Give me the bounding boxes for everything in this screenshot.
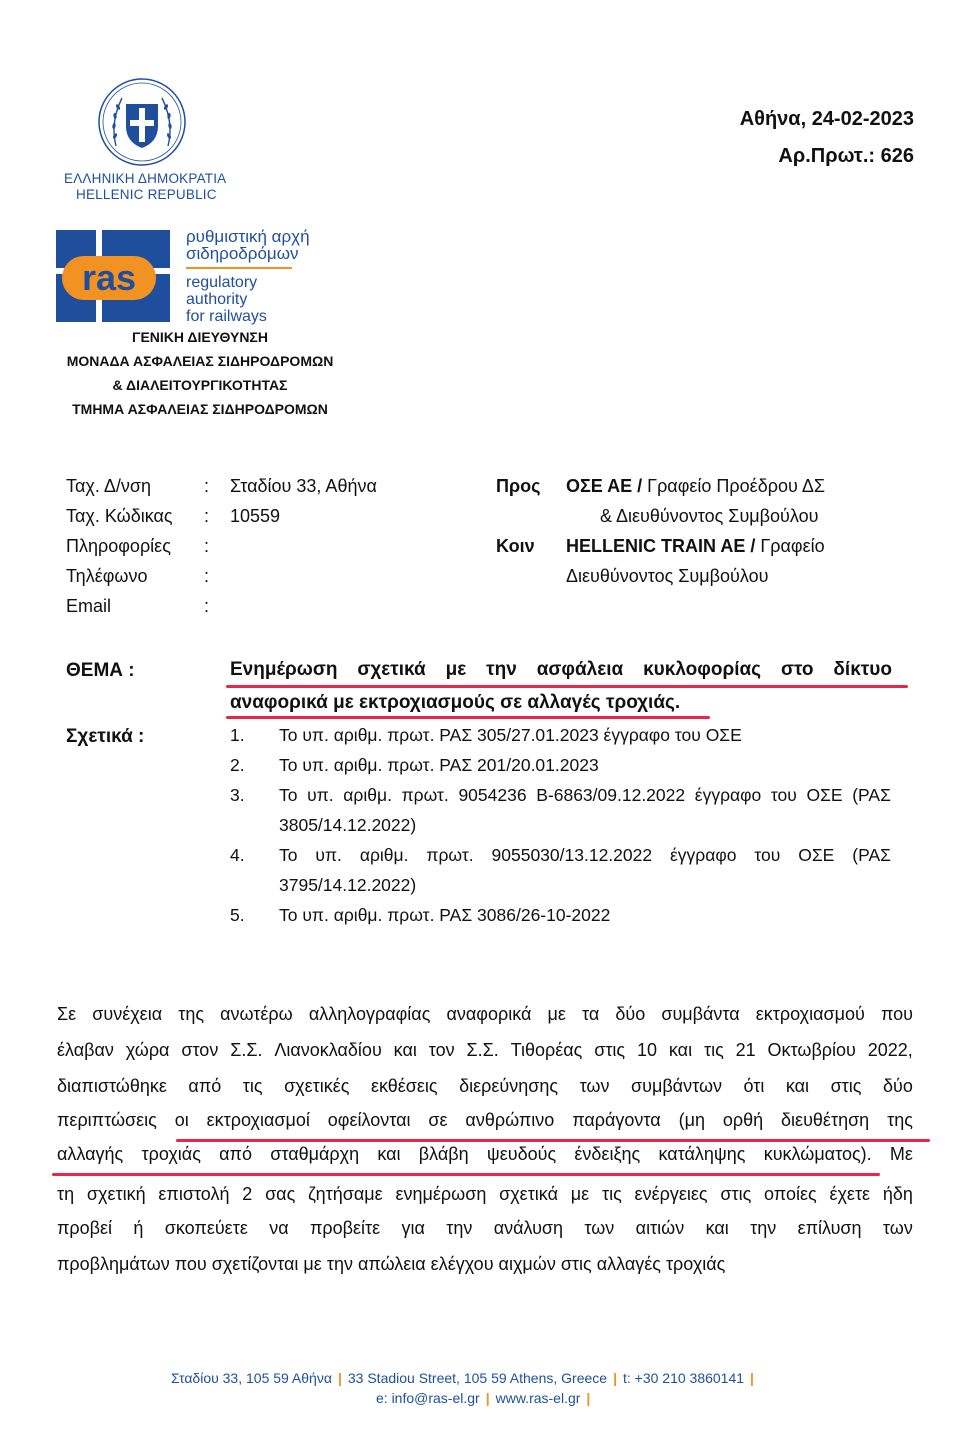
body-word: σας	[265, 1184, 296, 1204]
body-word: ανθρώπινο	[465, 1110, 555, 1130]
email-label: Email	[66, 596, 112, 616]
to-recipient	[566, 476, 825, 497]
subject-word: κυκλοφορίας	[643, 659, 762, 680]
body-word: οποίες	[764, 1184, 817, 1204]
phone-label: Τηλέφωνο	[66, 566, 148, 586]
subject-word: την	[486, 659, 517, 680]
subject-word: σχετικά	[357, 659, 426, 680]
related-word: του	[770, 785, 797, 805]
authority-name-english-line1: regulatory	[186, 274, 258, 291]
authority-name-greek-line1: ρυθμιστική αρχή	[186, 227, 310, 246]
body-word: 10	[636, 1040, 658, 1060]
highlight-underline	[226, 716, 710, 719]
body-word: συνέχεια	[92, 1004, 163, 1024]
related-number: 2.	[230, 755, 245, 775]
protocol-number: Αρ.Πρωτ.: 626	[778, 145, 914, 167]
related-number: 3.	[230, 785, 245, 805]
related-item-line1	[279, 845, 891, 866]
body-word: κυκλώματος).	[763, 1144, 872, 1164]
body-word: σχετικά	[499, 1184, 558, 1204]
related-word: αριθμ.	[343, 785, 392, 805]
footer-separator: |	[337, 1370, 342, 1386]
body-word: δύο	[615, 1004, 646, 1024]
related-word: αριθμ.	[359, 845, 409, 865]
related-word: Β-6863/09.12.2022	[536, 785, 686, 805]
body-word: για	[401, 1218, 425, 1238]
body-word: στις	[720, 1184, 752, 1204]
body-word: σκοπεύετε	[164, 1218, 248, 1238]
body-word: που	[880, 1004, 913, 1024]
body-line	[57, 1218, 913, 1239]
body-word: από	[188, 1076, 222, 1096]
related-item: Το υπ. αριθμ. πρωτ. ΡΑΣ 305/27.01.2023 έγγραφο του ΟΣΕ	[279, 725, 742, 745]
body-word: τα	[582, 1004, 600, 1024]
to-office-line2: & Διευθύνοντος Συμβούλου	[600, 506, 819, 526]
body-word: προβείτε	[309, 1218, 381, 1238]
republic-name-english: HELLENIC REPUBLIC	[76, 187, 217, 202]
ras-logo-text: ras	[81, 257, 137, 298]
related-word: ΟΣΕ	[798, 845, 835, 865]
related-word: του	[754, 845, 781, 865]
footer-line1	[171, 1370, 760, 1386]
body-word: οφείλονται	[327, 1110, 411, 1130]
body-word: Λιανοκλαδίου	[274, 1040, 382, 1060]
document-date: Αθήνα, 24-02-2023	[739, 108, 914, 130]
body-word: και	[785, 1076, 810, 1096]
republic-name-greek: ΕΛΛΗΝΙΚΗ ΔΗΜΟΚΡΑΤΙΑ	[64, 171, 227, 186]
body-word: τις	[242, 1076, 263, 1096]
department-line: & ΔΙΑΛΕΙΤΟΥΡΓΙΚΟΤΗΤΑΣ	[112, 377, 288, 393]
footer-website: www.ras-el.gr	[495, 1390, 581, 1406]
colon: :	[204, 566, 210, 586]
related-word: 9054236	[458, 785, 527, 805]
body-word: 21	[735, 1040, 756, 1060]
related-number: 4.	[230, 845, 245, 865]
subject-line1	[230, 659, 892, 681]
body-word: και	[705, 1218, 729, 1238]
body-word: τις	[703, 1040, 724, 1060]
body-word: έλαβαν	[57, 1040, 114, 1060]
body-word: Με	[889, 1144, 913, 1164]
body-word: ανάλυση	[493, 1218, 564, 1238]
related-word: Το	[279, 845, 298, 865]
related-word: ΟΣΕ	[806, 785, 843, 805]
body-word: στον	[181, 1040, 219, 1060]
to-org: ΟΣΕ ΑΕ /	[566, 476, 643, 496]
related-word: (ΡΑΣ	[852, 845, 891, 865]
body-line	[57, 1184, 913, 1205]
colon: :	[204, 536, 210, 556]
related-word: έγγραφο	[670, 845, 737, 865]
cc-label: Κοιν	[496, 536, 535, 556]
to-office: Γραφείο Προέδρου ΔΣ	[642, 476, 825, 496]
body-word: διαπιστώθηκε	[57, 1076, 167, 1096]
body-word: αναφορικά	[446, 1004, 532, 1024]
body-word: βλάβη	[418, 1144, 469, 1164]
body-word: με	[547, 1004, 566, 1024]
footer-separator: |	[485, 1390, 490, 1406]
body-word: εκθέσεις	[370, 1076, 438, 1096]
department-line: ΓΕΝΙΚΗ ΔΙΕΥΘΥΝΣΗ	[132, 329, 268, 345]
footer-address-english: 33 Stadiou Street, 105 59 Athens, Greece	[347, 1370, 608, 1386]
body-line	[57, 1004, 913, 1025]
related-item-line1	[279, 785, 891, 806]
to-label: Προς	[496, 476, 541, 496]
authority-name-greek-line2: σιδηροδρόμων	[186, 244, 299, 263]
body-word: τη	[57, 1184, 75, 1204]
subject-word: ασφάλεια	[536, 659, 624, 680]
ras-logo	[56, 230, 170, 322]
hellenic-republic-emblem	[96, 76, 188, 168]
body-word: των	[579, 1076, 610, 1096]
related-word: Το	[279, 785, 298, 805]
related-label: Σχετικά :	[66, 726, 145, 747]
cc-office-line2: Διευθύνοντος Συμβούλου	[566, 566, 769, 586]
body-word: 2	[242, 1184, 253, 1204]
footer-separator: |	[750, 1370, 754, 1386]
body-word: χώρα	[125, 1040, 170, 1060]
body-word: τον	[428, 1040, 455, 1060]
body-word: αιτιών	[635, 1218, 685, 1238]
body-word: από	[219, 1144, 252, 1164]
body-word: 2022,	[867, 1040, 913, 1060]
related-word: υπ.	[315, 845, 342, 865]
body-word: σχετική	[86, 1184, 146, 1204]
body-word: επίλυση	[797, 1218, 862, 1238]
body-word: της	[178, 1004, 204, 1024]
logo-divider	[186, 267, 292, 269]
body-word: αλληλογραφίας	[308, 1004, 431, 1024]
body-word: προβεί	[57, 1218, 113, 1238]
department-line: ΜΟΝΑΔΑ ΑΣΦΑΛΕΙΑΣ ΣΙΔΗΡΟΔΡΟΜΩΝ	[66, 353, 334, 369]
body-word: και	[668, 1040, 693, 1060]
body-word: ενέργειες	[634, 1184, 708, 1204]
body-word: οι	[174, 1110, 189, 1130]
colon: :	[204, 476, 210, 496]
body-word: σε	[428, 1110, 448, 1130]
subject-word: Ενημέρωση	[230, 659, 338, 680]
cc-recipient	[566, 536, 825, 557]
body-word: και	[393, 1040, 417, 1060]
body-word: ζητήσαμε	[308, 1184, 383, 1204]
body-word: Σ.Σ.	[230, 1040, 263, 1060]
authority-name-english-line3: for railways	[186, 308, 267, 325]
related-word: (ΡΑΣ	[852, 785, 891, 805]
body-word: διερεύνησης	[459, 1076, 559, 1096]
body-word: της	[887, 1110, 913, 1130]
subject-word: στο	[780, 659, 814, 680]
highlight-underline	[176, 1139, 930, 1142]
colon: :	[204, 506, 210, 526]
address-label: Ταχ. Δ/νση	[66, 476, 152, 496]
related-item-line2: 3805/14.12.2022)	[279, 815, 417, 835]
body-word: στις	[594, 1040, 626, 1060]
related-item-line2: 3795/14.12.2022)	[279, 875, 417, 895]
department-line: ΤΜΗΜΑ ΑΣΦΑΛΕΙΑΣ ΣΙΔΗΡΟΔΡΟΜΩΝ	[72, 401, 328, 417]
cc-org: HELLENIC TRAIN AE /	[566, 536, 756, 556]
body-word: (μη	[678, 1110, 705, 1130]
body-word: τις	[601, 1184, 622, 1204]
body-word: των	[584, 1218, 615, 1238]
related-word: πρωτ.	[401, 785, 449, 805]
authority-name-english-line2: authority	[186, 291, 248, 308]
body-word: των	[882, 1218, 913, 1238]
body-word: την	[750, 1218, 777, 1238]
body-word: ήδη	[882, 1184, 913, 1204]
body-word: διευθέτηση	[781, 1110, 870, 1130]
body-line	[57, 1040, 913, 1061]
body-word: ορθή	[722, 1110, 764, 1130]
postcode-label: Ταχ. Κώδικας	[66, 506, 173, 526]
body-word: εκτροχιασμού	[755, 1004, 865, 1024]
body-word: ενημέρωση	[395, 1184, 487, 1204]
body-word: και	[377, 1144, 401, 1164]
subject-label: ΘΕΜΑ :	[66, 660, 135, 681]
body-word: συμβάντων	[631, 1076, 722, 1096]
body-word: δύο	[882, 1076, 913, 1096]
related-item: Το υπ. αριθμ. πρωτ. ΡΑΣ 201/20.01.2023	[279, 755, 599, 775]
footer-address-greek: Σταδίου 33, 105 59 Αθήνα	[171, 1370, 332, 1386]
body-word: ένδειξης	[574, 1144, 641, 1164]
body-word: ή	[133, 1218, 144, 1238]
related-word: υπ.	[307, 785, 334, 805]
body-word: περιπτώσεις	[57, 1110, 157, 1130]
body-word: την	[446, 1218, 473, 1238]
highlight-underline	[52, 1173, 880, 1176]
body-word: συμβάντα	[661, 1004, 740, 1024]
cc-office: Γραφείο	[755, 536, 825, 556]
body-word: κατάληψης	[658, 1144, 746, 1164]
address-value: Σταδίου 33, Αθήνα	[230, 476, 377, 496]
postcode-value: 10559	[230, 506, 281, 526]
body-word: εκτροχιασμοί	[206, 1110, 310, 1130]
related-number: 1.	[230, 725, 245, 745]
body-word: Τιθορέας	[510, 1040, 583, 1060]
body-word: με	[570, 1184, 590, 1204]
body-word: Σε	[57, 1004, 77, 1024]
body-word: να	[269, 1218, 289, 1238]
footer-phone: t: +30 210 3860141	[622, 1370, 745, 1386]
footer-line2	[376, 1390, 596, 1406]
body-word: έχετε	[829, 1184, 871, 1204]
subject-line2: αναφορικά με εκτροχιασμούς σε αλλαγές τροχιάς.	[230, 692, 681, 713]
footer-email: e: info@ras-el.gr	[376, 1390, 480, 1406]
body-word: Οκτωβρίου	[767, 1040, 856, 1060]
related-word: πρωτ.	[426, 845, 474, 865]
body-word: παράγοντα	[572, 1110, 661, 1130]
body-word: στις	[830, 1076, 862, 1096]
footer-separator: |	[586, 1390, 591, 1406]
related-word: 9055030/13.12.2022	[491, 845, 653, 865]
subject-word: με	[445, 659, 467, 680]
related-number: 5.	[230, 905, 245, 925]
body-word: Σ.Σ.	[466, 1040, 499, 1060]
related-word: έγγραφο	[694, 785, 762, 805]
related-item: Το υπ. αριθμ. πρωτ. ΡΑΣ 3086/26-10-2022	[279, 905, 611, 925]
footer-separator: |	[613, 1370, 617, 1386]
body-word: ανωτέρω	[220, 1004, 293, 1024]
body-word: αλλαγής	[57, 1144, 124, 1164]
body-line	[57, 1144, 913, 1165]
body-word: ότι	[743, 1076, 765, 1096]
body-line	[57, 1110, 913, 1131]
body-word: επιστολή	[158, 1184, 230, 1204]
body-word: σταθμάρχη	[270, 1144, 360, 1164]
highlight-underline	[226, 685, 908, 688]
body-word: ψευδούς	[486, 1144, 557, 1164]
colon: :	[204, 596, 210, 616]
body-last-line: προβλημάτων που σχετίζονται με την απώλεια ελέγχου αιχμών στις αλλαγές τροχιάς	[57, 1254, 726, 1274]
subject-word: δίκτυο	[833, 659, 892, 680]
body-line	[57, 1076, 913, 1097]
info-label: Πληροφορίες	[66, 536, 171, 556]
body-word: τροχιάς	[141, 1144, 201, 1164]
body-word: σχετικές	[284, 1076, 350, 1096]
